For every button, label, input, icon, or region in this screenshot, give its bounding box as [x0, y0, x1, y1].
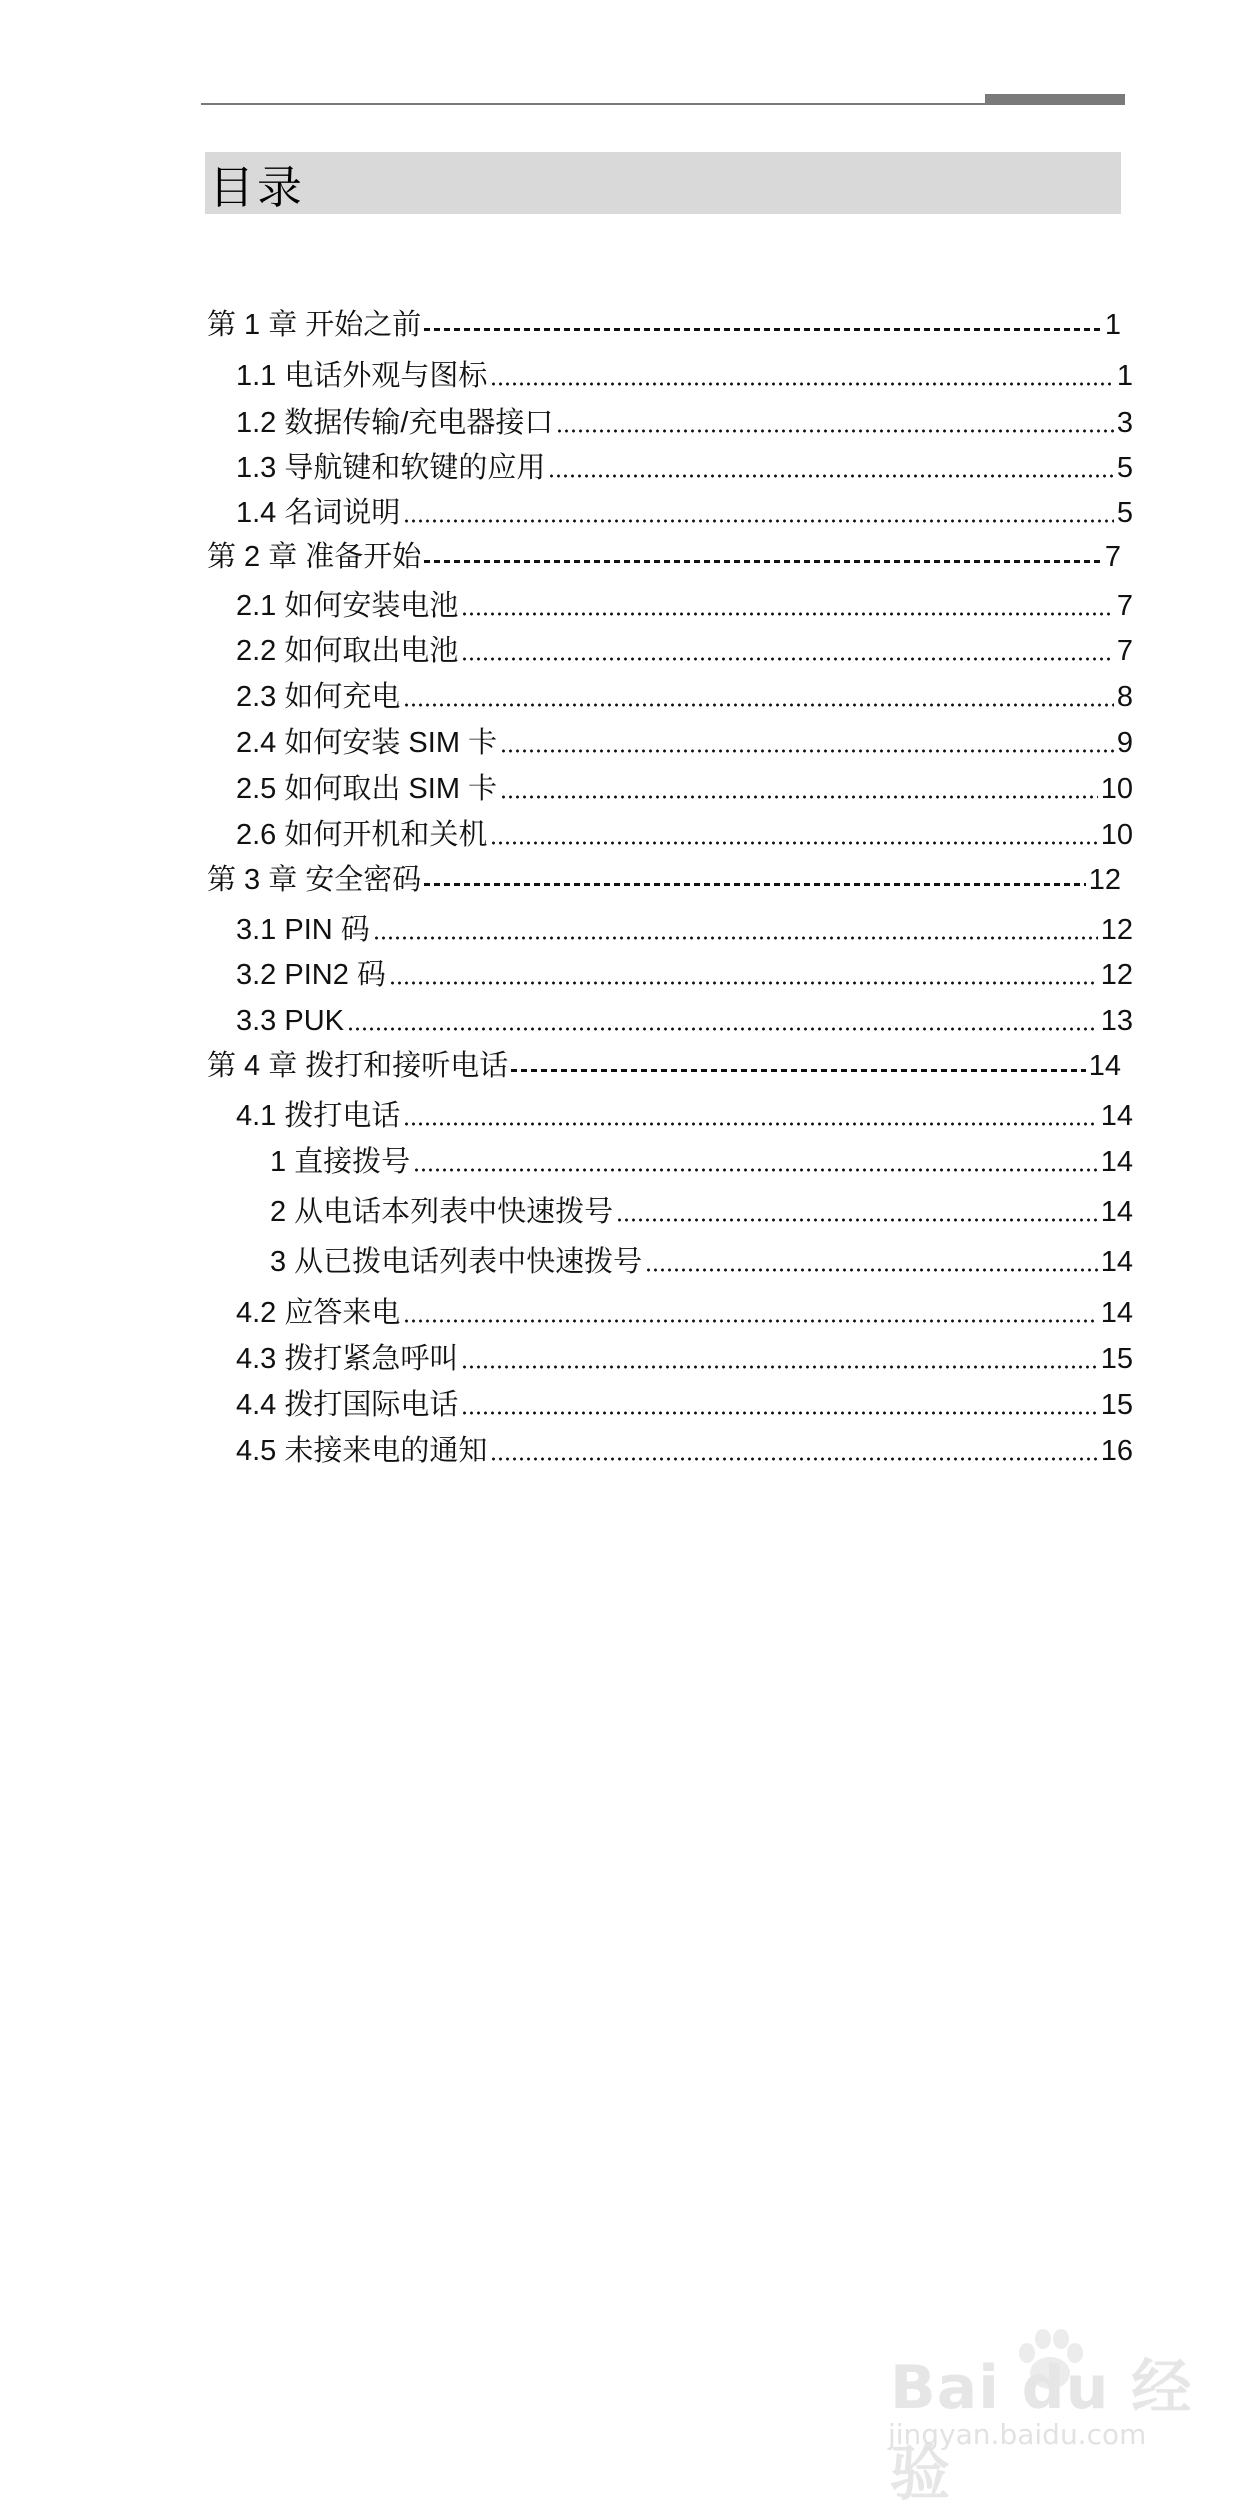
toc-leader — [347, 1027, 1098, 1031]
toc-page-number: 14 — [1100, 1100, 1133, 1132]
toc-page-number: 12 — [1088, 864, 1121, 896]
toc-entry-label: 第 3 章 安全密码 — [207, 864, 422, 896]
toc-page-number: 10 — [1100, 819, 1133, 851]
toc-leader — [490, 382, 1113, 386]
toc-title-bar — [205, 152, 1121, 214]
toc-chapter-entry[interactable] — [207, 851, 1121, 895]
toc-page-number: 13 — [1100, 1005, 1133, 1037]
toc-entry-label: 第 1 章 开始之前 — [207, 309, 422, 341]
toc-section-entry[interactable] — [236, 1087, 1133, 1131]
toc-leader — [424, 883, 1085, 886]
toc-leader — [500, 795, 1098, 799]
toc-entry-label: 4.4 拨打国际电话 — [236, 1389, 459, 1421]
toc-entry-label: 2.1 如何安装电池 — [236, 590, 459, 622]
toc-entry-label: 2 从电话本列表中快速拨号 — [270, 1196, 614, 1228]
toc-leader — [556, 429, 1113, 433]
header-tab-mark — [985, 94, 1125, 104]
toc-chapter-entry[interactable] — [207, 296, 1121, 340]
toc-leader — [461, 612, 1113, 616]
toc-leader — [403, 1122, 1097, 1126]
toc-page-number: 14 — [1100, 1196, 1133, 1228]
toc-leader — [616, 1218, 1098, 1222]
watermark-logo: Bai du 经验 — [890, 2353, 1193, 2509]
toc-section-entry[interactable] — [270, 1133, 1133, 1177]
toc-leader — [461, 657, 1113, 661]
toc-entry-label: 2.5 如何取出 SIM 卡 — [236, 773, 498, 805]
toc-section-entry[interactable] — [270, 1183, 1133, 1227]
toc-page-number: 14 — [1088, 1050, 1121, 1082]
toc-section-entry[interactable] — [236, 484, 1133, 528]
toc-chapter-entry[interactable] — [207, 528, 1121, 572]
toc-page-number: 15 — [1100, 1389, 1133, 1421]
toc-section-entry[interactable] — [236, 622, 1133, 666]
toc-page-number: 15 — [1100, 1343, 1133, 1375]
toc-page-number: 7 — [1104, 541, 1121, 573]
toc-section-entry[interactable] — [236, 806, 1133, 850]
toc-page-number: 14 — [1100, 1246, 1133, 1278]
toc-leader — [424, 328, 1102, 331]
toc-entry-label: 3.2 PIN2 码 — [236, 959, 386, 991]
toc-entry-label: 第 2 章 准备开始 — [207, 541, 422, 573]
toc-entry-label: 1.2 数据传输/充电器接口 — [236, 407, 554, 439]
toc-entry-label: 4.3 拨打紧急呼叫 — [236, 1343, 459, 1375]
toc-page-number: 5 — [1116, 452, 1133, 484]
toc-entry-label: 1.4 名词说明 — [236, 497, 401, 529]
watermark-url: jingyan.baidu.com — [888, 2418, 1147, 2451]
toc-entry-label: 1.1 电话外观与图标 — [236, 360, 488, 392]
toc-section-entry[interactable] — [236, 577, 1133, 621]
toc-leader — [389, 981, 1098, 985]
toc-leader — [424, 560, 1102, 563]
toc-chapter-entry[interactable] — [207, 1037, 1121, 1081]
toc-leader — [403, 703, 1113, 707]
toc-entry-label: 2.4 如何安装 SIM 卡 — [236, 727, 498, 759]
toc-page-number: 14 — [1100, 1297, 1133, 1329]
toc-leader — [373, 936, 1098, 940]
toc-section-entry[interactable] — [236, 1284, 1133, 1328]
toc-section-entry[interactable] — [236, 992, 1133, 1036]
toc-leader — [461, 1365, 1097, 1369]
toc-entry-label: 2.2 如何取出电池 — [236, 635, 459, 667]
toc-page-number: 8 — [1116, 681, 1133, 713]
toc-entry-label: 1 直接拨号 — [270, 1146, 411, 1178]
toc-page-number: 1 — [1104, 309, 1121, 341]
toc-section-entry[interactable] — [236, 439, 1133, 483]
toc-section-entry[interactable] — [236, 394, 1133, 438]
toc-section-entry[interactable] — [236, 668, 1133, 712]
toc-page-number: 10 — [1100, 773, 1133, 805]
toc-leader — [645, 1268, 1098, 1272]
toc-entry-label: 3.3 PUK — [236, 1005, 344, 1037]
toc-entry-label: 3.1 PIN 码 — [236, 914, 370, 946]
toc-entry-label: 1.3 导航键和软键的应用 — [236, 452, 546, 484]
toc-section-entry[interactable] — [270, 1233, 1133, 1277]
toc-section-entry[interactable] — [236, 714, 1133, 758]
toc-entry-label: 第 4 章 拨打和接听电话 — [207, 1050, 509, 1082]
toc-page-number: 12 — [1100, 959, 1133, 991]
toc-section-entry[interactable] — [236, 760, 1133, 804]
toc-leader — [403, 519, 1113, 523]
toc-entry-label: 3 从已拨电话列表中快速拨号 — [270, 1246, 643, 1278]
toc-page-number: 3 — [1116, 407, 1133, 439]
toc-leader — [413, 1168, 1098, 1172]
toc-leader — [500, 749, 1114, 753]
toc-page-number: 12 — [1100, 914, 1133, 946]
toc-section-entry[interactable] — [236, 1376, 1133, 1420]
toc-section-entry[interactable] — [236, 901, 1133, 945]
toc-entry-label: 4.2 应答来电 — [236, 1297, 401, 1329]
toc-page-number: 9 — [1116, 727, 1133, 759]
toc-leader — [511, 1069, 1085, 1072]
toc-leader — [403, 1319, 1097, 1323]
page-title: 目录 — [209, 160, 306, 214]
toc-leader — [548, 474, 1113, 478]
toc-section-entry[interactable] — [236, 1330, 1133, 1374]
toc-leader — [490, 841, 1097, 845]
toc-page-number: 7 — [1116, 635, 1133, 667]
toc-page-number: 7 — [1116, 590, 1133, 622]
toc-section-entry[interactable] — [236, 347, 1133, 391]
toc-leader — [461, 1411, 1097, 1415]
toc-leader — [490, 1457, 1097, 1461]
toc-entry-label: 2.3 如何充电 — [236, 681, 401, 713]
toc-page-number: 14 — [1100, 1146, 1133, 1178]
toc-page-number: 1 — [1116, 360, 1133, 392]
toc-entry-label: 4.1 拨打电话 — [236, 1100, 401, 1132]
toc-section-entry[interactable] — [236, 1422, 1133, 1466]
toc-entry-label: 2.6 如何开机和关机 — [236, 819, 488, 851]
toc-page-number: 5 — [1116, 497, 1133, 529]
toc-page-number: 16 — [1100, 1435, 1133, 1467]
toc-entry-label: 4.5 未接来电的通知 — [236, 1435, 488, 1467]
toc-section-entry[interactable] — [236, 946, 1133, 990]
